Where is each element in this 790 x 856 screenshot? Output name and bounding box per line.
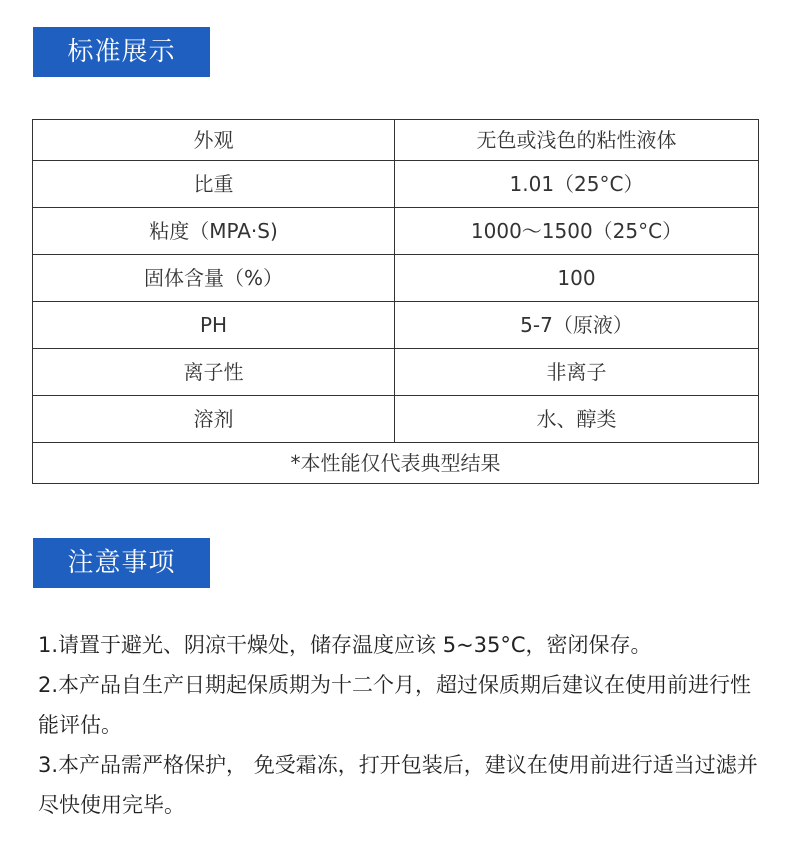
spec-label: 固体含量（%） [33, 255, 395, 302]
spec-label: 比重 [33, 161, 395, 208]
table-footnote: *本性能仅代表典型结果 [33, 443, 759, 484]
section-header-standard: 标准展示 [33, 27, 210, 77]
spec-value: 水、醇类 [395, 396, 759, 443]
table-row [33, 396, 759, 443]
spec-value: 非离子 [395, 349, 759, 396]
spec-table [32, 119, 759, 484]
table-footnote-row [33, 443, 759, 484]
notes-list [38, 625, 768, 825]
section-header-notes: 注意事项 [33, 538, 210, 588]
note-item: 3.本产品需严格保护， 免受霜冻，打开包装后，建议在使用前进行适当过滤并尽快使用完毕。 [38, 753, 758, 817]
note-item: 1.请置于避光、阴凉干燥处，储存温度应该 5~35°C，密闭保存。 [38, 633, 652, 657]
table-row [33, 120, 759, 161]
spec-label: PH [33, 302, 395, 349]
table-row [33, 349, 759, 396]
spec-label: 离子性 [33, 349, 395, 396]
spec-value: 1.01（25°C） [395, 161, 759, 208]
spec-value: 100 [395, 255, 759, 302]
spec-value: 1000～1500（25°C） [395, 208, 759, 255]
spec-label: 粘度（MPA·S) [33, 208, 395, 255]
spec-label: 溶剂 [33, 396, 395, 443]
spec-label: 外观 [33, 120, 395, 161]
spec-value: 5-7（原液） [395, 302, 759, 349]
table-row [33, 208, 759, 255]
note-item: 2.本产品自生产日期起保质期为十二个月，超过保质期后建议在使用前进行性能评估。 [38, 673, 752, 737]
spec-value: 无色或浅色的粘性液体 [395, 120, 759, 161]
table-row [33, 255, 759, 302]
table-row [33, 302, 759, 349]
table-row [33, 161, 759, 208]
